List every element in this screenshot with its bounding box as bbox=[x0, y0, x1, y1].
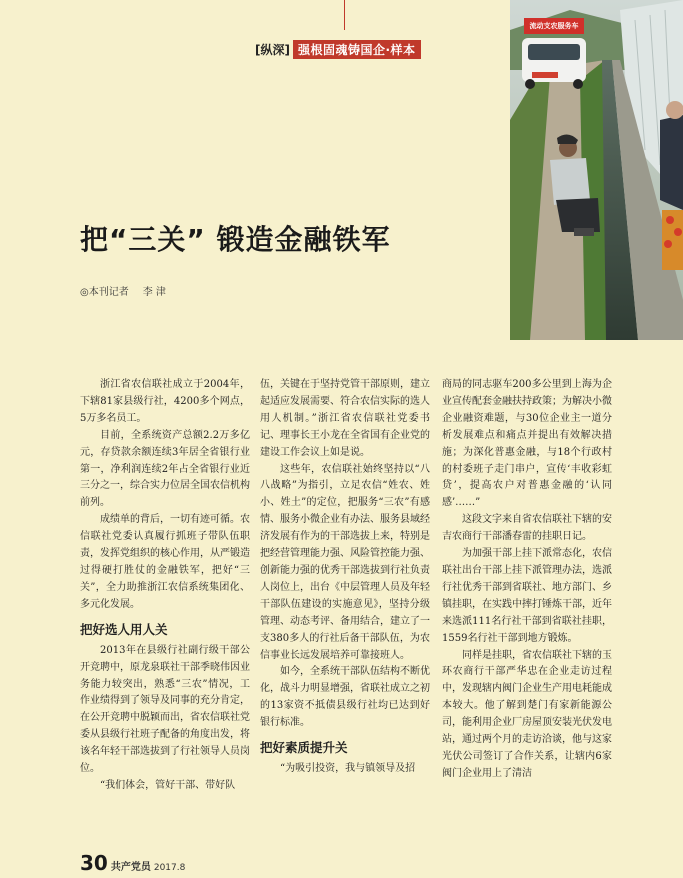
body-column-1 bbox=[80, 377, 250, 795]
paragraph: 同样是挂职，省农信联社下辖的玉环农商行干部严华忠在企业走访过程中，发现辖内阀门企业生产用电耗能成本较大。他了解到楚门有家新能源公司，能利用企业厂房屋顶安装光伏发电站，通过两个月的走访洽谈，他与这家光伏公司签订了合作关系，让辖内6家阀门企业用上了清洁 bbox=[442, 649, 612, 779]
body-column-2 bbox=[260, 377, 430, 778]
section-heading: 把好素质提升关 bbox=[260, 740, 348, 756]
column-tag-label: [纵深] bbox=[255, 43, 290, 57]
paragraph: 商局的同志驱车200多公里到上海为企业宣传配套金融扶持政策；为解决小微企业融资难题，与30位企业主一道分析发展难点和痛点并提出有效解决措施；为深化普惠金融，与18个行政村的村委班子走门串户，宣传‘丰收彩虹贷’，提高农户对普惠金融的‘认同感’……” bbox=[442, 379, 612, 509]
page-number: 30 bbox=[80, 851, 108, 875]
page-footer bbox=[80, 851, 185, 875]
column-tag bbox=[255, 40, 421, 59]
header-accent-line bbox=[344, 0, 345, 30]
paragraph: 目前，全系统资产总额2.2万多亿元，存贷款余额连续3年居全省银行业第一，净利润连续2年占全省银行业近三分之一，综合实力位居全国农信机构前列。 bbox=[80, 429, 250, 509]
paragraph: “我们体会，管好干部、带好队 bbox=[100, 779, 236, 791]
paragraph: 这段文字来自省农信联社下辖的安吉农商行干部潘春雷的挂职日记。 bbox=[442, 514, 612, 543]
paragraph: 伍，关键在于坚持党管干部原则，建立起适应发展需要、符合农信实际的选人用人机制。”浙江省农信联社党委书记、理事长王小龙在全省国有企业党的建设工作会议上如是说。 bbox=[260, 379, 430, 458]
section-heading: 把好选人用人关 bbox=[80, 621, 168, 637]
byline-label: ◎本刊记者 bbox=[80, 287, 129, 298]
issue-number: 2017.8 bbox=[153, 863, 186, 873]
paragraph: 如今，全系统干部队伍结构不断优化，战斗力明显增强，省联社成立之初的13家资不抵债县级行社均已达到好银行标准。 bbox=[260, 666, 430, 729]
column-tag-banner: 强根固魂铸国企·样本 bbox=[293, 40, 421, 59]
paragraph: 浙江省农信联社成立于2004年，下辖81家县级行社，4200多个网点，5万多名员工。 bbox=[80, 379, 250, 424]
byline bbox=[80, 283, 166, 298]
byline-name: 李 津 bbox=[142, 287, 166, 298]
paragraph: 为加强干部上挂下派常态化，农信联社出台干部上挂下派管理办法，选派行社优秀干部到省联社、地方部门、乡镇挂职，在实践中摔打锤炼干部，近年来选派111名行社干部到省联社挂职，1559名行社干部到地方锻炼。 bbox=[442, 548, 612, 644]
paragraph: 成绩单的背后，一切有迹可循。农信联社党委认真履行抓班子带队伍职责，发挥党组织的核心作用，从严锻造过得硬打胜仗的金融铁军，把好“三关”，全力助推浙江农信系统集团化、多元化发展。 bbox=[80, 514, 250, 610]
paragraph: 2013年在县级行社副行级干部公开竞聘中，原龙泉联社干部季晓伟因业务能力较突出，熟悉“三农”情况，工作业绩得到了领导及同事的充分肯定，在公开竞聘中脱颖而出，省农信联社党委从县级行社班子配备的角度出发，将该名年轻干部选拔到了行社领导人员岗位。 bbox=[80, 644, 250, 775]
photo-banner-text: 流动支农服务车 bbox=[529, 22, 579, 30]
hero-photo-illustration bbox=[510, 0, 683, 340]
paragraph: “为吸引投资，我与镇领导及招 bbox=[280, 763, 416, 775]
paragraph: 这些年，农信联社始终坚持以“八八战略”为指引，立足农信“姓农、姓小、姓土”的定位，把服务“三农”有感情、服务小微企业有办法、服务县域经济发展有作为的干部选拔上来，特别是把经营管理能力强、风险管控能力强、创新能力强的优秀干部选拔到行社负责人岗位上，出台《中层管理人员及年轻干部队伍建设的实施意见》，坚持分级管理、动态考评、备用结合，建立了一支380多人的行社后备干部队伍，为农信事业长远发展培养可靠接班人。 bbox=[260, 463, 430, 661]
magazine-name: 共产党员 bbox=[110, 862, 151, 873]
article-title: 把“三关” 锻造金融铁军 bbox=[80, 223, 391, 256]
hero-photo bbox=[510, 0, 683, 340]
body-column-3 bbox=[442, 377, 612, 783]
